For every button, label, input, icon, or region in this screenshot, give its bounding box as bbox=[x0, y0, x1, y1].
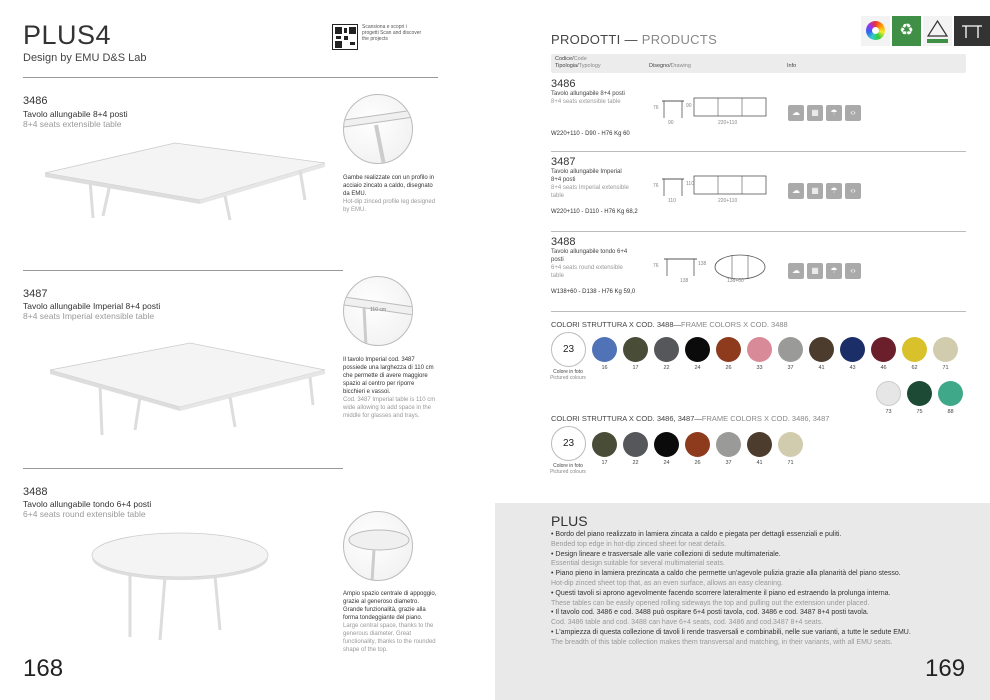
recycle-icon: ♻ bbox=[892, 16, 921, 46]
photo-label-en: Pictured colours bbox=[550, 469, 586, 475]
desc-it: Tavolo allungabile 8+4 posti bbox=[551, 91, 625, 97]
photo-label-en: Pictured colours bbox=[550, 375, 586, 381]
color-code: 41 bbox=[818, 365, 825, 371]
title-dash: — bbox=[624, 32, 638, 47]
outdoor-icon: ☁ bbox=[788, 263, 804, 279]
divider bbox=[23, 270, 343, 271]
product-code: 3487 bbox=[23, 288, 48, 300]
outdoor-icon: ☁ bbox=[788, 105, 804, 121]
extension-icon: ‹› bbox=[845, 183, 861, 199]
colors1-en: FRAME COLORS X COD. 3488 bbox=[681, 320, 788, 329]
colors2-en: FRAME COLORS X COD. 3486, 3487 bbox=[701, 414, 830, 423]
row-dimensions: W220+110 - D90 - H76 Kg 60 bbox=[551, 131, 630, 137]
row-product-desc bbox=[551, 90, 631, 106]
color-code: 26 bbox=[694, 460, 701, 466]
table-type-icon bbox=[954, 16, 990, 46]
dim-height: 76 bbox=[653, 105, 659, 111]
table-3487-image bbox=[40, 315, 340, 440]
color-code: 22 bbox=[663, 365, 670, 371]
dim-width: 220+110 bbox=[718, 198, 738, 204]
page-title: PLUS4 bbox=[23, 20, 112, 50]
dim-height: 76 bbox=[653, 263, 659, 269]
note-en: Hot-dip zinced profile leg designed by EMU. bbox=[343, 199, 436, 213]
color-swatch bbox=[685, 337, 710, 362]
row-info-icons bbox=[788, 260, 864, 279]
plus-line-en: Essential design suitable for several multimaterial seats. bbox=[551, 560, 725, 568]
dim-width: 138+60 bbox=[727, 278, 744, 284]
row-divider bbox=[551, 151, 966, 152]
color-code: 17 bbox=[601, 460, 608, 466]
plus-text bbox=[551, 530, 911, 648]
plus-line-it: • Bordo del piano realizzato in lamiera zincata a caldo e piegata per dettagli essenziali e puliti. bbox=[551, 531, 842, 538]
note-it: Il tavolo Imperial cod. 3487 possiede una larghezza di 110 cm che permette di avere maggiore spazio al centro per riporre bicchieri e vassoi. bbox=[343, 357, 434, 395]
product-note bbox=[343, 590, 438, 654]
color-swatch bbox=[902, 337, 927, 362]
color-swatch bbox=[840, 337, 865, 362]
detail-width-image bbox=[343, 276, 413, 346]
photo-label-it: Colore in foto bbox=[553, 463, 583, 469]
weather-icon: ☂ bbox=[826, 105, 842, 121]
note-it: Gambe realizzate con un profilo in acciaio zincato a caldo, disegnato da EMU. bbox=[343, 175, 435, 197]
colors-3488-title: COLORI STRUTTURA X COD. 3488—FRAME COLORS X COD. 3488 bbox=[551, 320, 788, 329]
weather-icon: ☂ bbox=[826, 183, 842, 199]
product-name-it: Tavolo allungabile Imperial 8+4 posti bbox=[23, 301, 161, 311]
product-name-en: 6+4 seats round extensible table bbox=[23, 509, 146, 519]
outdoor-icon: ☁ bbox=[788, 183, 804, 199]
color-swatch bbox=[716, 432, 741, 457]
hdr-code-en: Code bbox=[573, 56, 587, 62]
photo-label-it: Colore in foto bbox=[553, 369, 583, 375]
desc-en: 8+4 seats extensible table bbox=[551, 99, 621, 105]
page-number: 169 bbox=[925, 655, 966, 682]
color-code: 37 bbox=[725, 460, 732, 466]
plus-title: PLUS bbox=[551, 513, 588, 529]
product-name-it: Tavolo allungabile tondo 6+4 posti bbox=[23, 499, 152, 509]
stackable-icon: ▦ bbox=[807, 105, 823, 121]
color-code: 33 bbox=[756, 365, 763, 371]
row-info-icons bbox=[788, 180, 864, 199]
color-swatch bbox=[747, 337, 772, 362]
color-swatch bbox=[592, 337, 617, 362]
plus-line-en: Bended top edge in hot-dip zinced sheet for neat details. bbox=[551, 540, 727, 548]
plus-line-en: The breadth of this table collection makes them transversal and matching, in their variants, with all EMU seats. bbox=[551, 638, 893, 646]
color-code: 17 bbox=[632, 365, 639, 371]
dim-width: 220+110 bbox=[718, 120, 738, 126]
row-info-icons bbox=[788, 102, 864, 121]
row-product-code: 3487 bbox=[551, 156, 576, 168]
color-code: 73 bbox=[885, 409, 892, 415]
pictured-color-label bbox=[548, 369, 588, 381]
detail-leg-image bbox=[343, 94, 413, 164]
color-swatch bbox=[933, 337, 958, 362]
desc-en: 6+4 seats round extensible table bbox=[551, 265, 623, 279]
plus-line-en: Cod. 3486 table and cod. 3488 can have 6+4 seats, cod. 3486 and cod.3487 8+4 seats. bbox=[551, 619, 824, 627]
color-swatch bbox=[623, 337, 648, 362]
header-info: Info bbox=[787, 63, 797, 69]
colors2-it: COLORI STRUTTURA X COD. 3486, 3487 bbox=[551, 414, 695, 423]
row-product-code: 3488 bbox=[551, 236, 576, 248]
detail-label: 110 cm bbox=[370, 307, 387, 313]
product-name-it: Tavolo allungabile 8+4 posti bbox=[23, 109, 128, 119]
color-code: 37 bbox=[787, 365, 794, 371]
color-swatch bbox=[871, 337, 896, 362]
pictured-color-badge: 23 bbox=[551, 332, 586, 367]
desc-it: Tavolo allungabile tondo 6+4 posti bbox=[551, 249, 628, 263]
dim-height: 76 bbox=[653, 183, 659, 189]
detail-round-image bbox=[343, 511, 413, 581]
weather-icon: ☂ bbox=[826, 263, 842, 279]
plus-line-it: • L'ampiezza di questa collezione di tavoli li rende trasversali e combinabili, nelle sue varianti, a tutte le sedute EMU. bbox=[551, 628, 911, 636]
products-title bbox=[551, 32, 717, 47]
color-swatch bbox=[809, 337, 834, 362]
header-code: Codice/Code bbox=[555, 56, 587, 62]
title-en: PRODUCTS bbox=[641, 32, 718, 47]
hdr-code-it: Codice bbox=[555, 56, 573, 62]
dim-depth-top: 90 bbox=[686, 103, 692, 109]
color-swatch bbox=[685, 432, 710, 457]
row-dimensions: W138+60 - D138 - H76 Kg 59,0 bbox=[551, 289, 636, 295]
plus-line-it: • Il tavolo cod. 3486 e cod. 3488 può ospitare 6+4 posti tavola, cod. 3486 e cod. 3487 8+4 posti tavola. bbox=[551, 609, 869, 617]
color-code: 16 bbox=[601, 365, 608, 371]
extension-icon: ‹› bbox=[845, 263, 861, 279]
color-swatch bbox=[876, 381, 901, 406]
color-code: 41 bbox=[756, 460, 763, 466]
color-swatch bbox=[654, 432, 679, 457]
color-code: 43 bbox=[849, 365, 856, 371]
color-swatch bbox=[778, 337, 803, 362]
pictured-color-label bbox=[548, 463, 588, 475]
row-divider bbox=[551, 231, 966, 232]
header-drawing: Disegno/Drawing bbox=[649, 63, 691, 69]
desc-it: Tavolo allungabile Imperial 8+4 posti bbox=[551, 169, 622, 183]
page-number: 168 bbox=[23, 655, 64, 682]
color-code: 46 bbox=[880, 365, 887, 371]
product-note bbox=[343, 356, 438, 420]
colors-3486-3487-title: COLORI STRUTTURA X COD. 3486, 3487—FRAME COLORS X COD. 3486, 3487 bbox=[551, 414, 830, 423]
color-code: 62 bbox=[911, 365, 918, 371]
color-code: 24 bbox=[694, 365, 701, 371]
plus-line-it: • Questi tavoli si aprono agevolmente facendo scorrere lateralmente il piano ed estraendo la prolunga interna. bbox=[551, 589, 891, 597]
table-3488-image bbox=[85, 525, 275, 645]
table-3486-image bbox=[35, 118, 335, 223]
note-it: Ampio spazio centrale di appoggio, grazie al generoso diametro. Grande funzionalità, grazie alla forma tondeggiante del piano. bbox=[343, 591, 437, 621]
color-swatch bbox=[654, 337, 679, 362]
desc-en: 8+4 seats Imperial extensible table bbox=[551, 185, 629, 199]
extension-icon: ‹› bbox=[845, 105, 861, 121]
dim-depth: 90 bbox=[668, 120, 674, 126]
note-en: Cod. 3487 Imperial table is 110 cm wide allowing to add space in the middle for glasses and trays. bbox=[343, 397, 436, 419]
product-code: 3488 bbox=[23, 486, 48, 498]
product-note bbox=[343, 174, 438, 214]
plus-line-it: • Piano pieno in lamiera prezincata a caldo che permette un'agevole pulizia grazie alla planarità del piano stesso. bbox=[551, 570, 901, 578]
color-code: 24 bbox=[663, 460, 670, 466]
weather-resistant-icon bbox=[923, 16, 952, 46]
hdr-drawing-en: Drawing bbox=[670, 63, 691, 69]
row-product-desc bbox=[551, 168, 631, 200]
dim-depth-top: 110 bbox=[686, 181, 694, 187]
product-name-en: 8+4 seats extensible table bbox=[23, 119, 122, 129]
divider bbox=[23, 468, 343, 469]
row-divider bbox=[551, 311, 966, 312]
color-swatch bbox=[907, 381, 932, 406]
color-swatch bbox=[623, 432, 648, 457]
plus-line-en: These tables can be easily opened rolling sideways the top and pulling out the extension under placed. bbox=[551, 599, 870, 607]
pictured-color-badge: 23 bbox=[551, 426, 586, 461]
row-drawing bbox=[652, 254, 772, 284]
table-header bbox=[551, 54, 966, 73]
color-swatch bbox=[778, 432, 803, 457]
qr-code-icon[interactable] bbox=[332, 24, 358, 50]
color-wheel-icon bbox=[861, 16, 890, 46]
divider bbox=[23, 77, 438, 78]
color-swatch bbox=[716, 337, 741, 362]
color-code: 75 bbox=[916, 409, 923, 415]
dim-depth: 110 bbox=[668, 198, 676, 204]
product-code: 3486 bbox=[23, 95, 48, 107]
page-subtitle: Design by EMU D&S Lab bbox=[23, 52, 147, 64]
colors1-it: COLORI STRUTTURA X COD. 3488 bbox=[551, 320, 674, 329]
product-name-en: 8+4 seats Imperial extensible table bbox=[23, 311, 155, 321]
row-dimensions: W220+110 - D110 - H76 Kg 68,2 bbox=[551, 209, 638, 215]
plus-line-en: Hot-dip zinced sheet top that, as an even surface, allows an easy cleaning. bbox=[551, 579, 783, 587]
hdr-type-en: Typology bbox=[578, 63, 601, 69]
color-code: 88 bbox=[947, 409, 954, 415]
row-product-code: 3486 bbox=[551, 78, 576, 90]
hdr-drawing-it: Disegno bbox=[649, 63, 670, 69]
color-code: 71 bbox=[942, 365, 949, 371]
title-it: PRODOTTI bbox=[551, 32, 621, 47]
color-code: 22 bbox=[632, 460, 639, 466]
note-en: Large central space, thanks to the generous diameter. Great functionality, thanks to the rounded shape of the top. bbox=[343, 623, 436, 653]
dim-depth: 138 bbox=[680, 278, 689, 284]
row-product-desc bbox=[551, 248, 631, 280]
qr-caption: Scansiona e scopri i progetti Scan and discover the projects bbox=[362, 24, 422, 42]
header-type: Tipologia/Typology bbox=[555, 63, 601, 69]
color-code: 71 bbox=[787, 460, 794, 466]
stackable-icon: ▦ bbox=[807, 183, 823, 199]
stackable-icon: ▦ bbox=[807, 263, 823, 279]
plus-line-it: • Design lineare e trasversale alle varie collezioni di sedute multimateriale. bbox=[551, 550, 781, 558]
dim-depth-top: 138 bbox=[698, 261, 707, 267]
color-swatch bbox=[747, 432, 772, 457]
color-swatch bbox=[938, 381, 963, 406]
hdr-type-it: Tipologia bbox=[555, 63, 578, 69]
color-code: 26 bbox=[725, 365, 732, 371]
color-swatch bbox=[592, 432, 617, 457]
